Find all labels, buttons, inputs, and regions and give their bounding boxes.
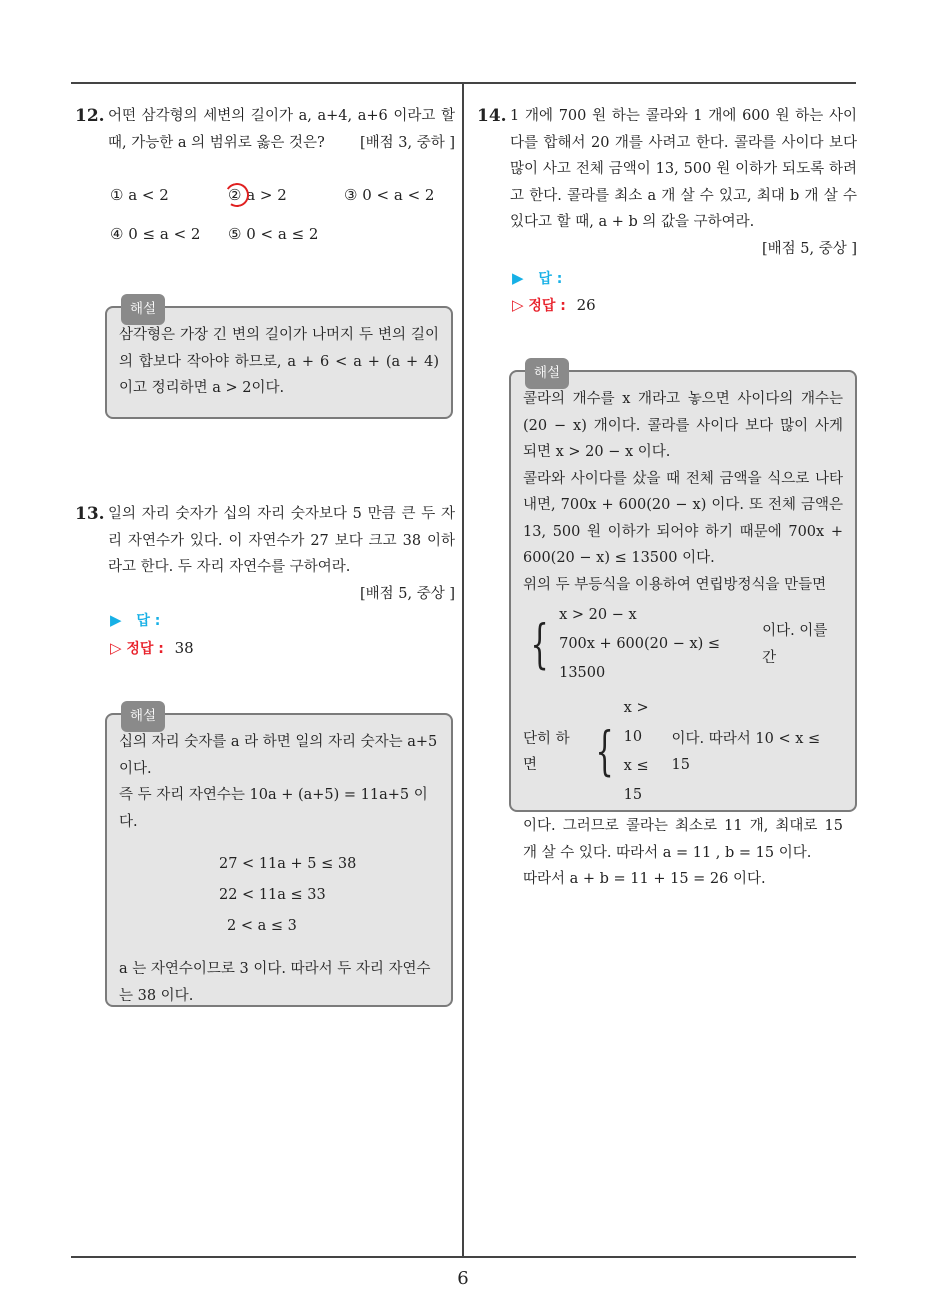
choice-2[interactable] — [228, 186, 287, 204]
solution-paragraph: 따라서 a + b = 11 + 15 = 26 이다. — [523, 871, 766, 887]
solution-line: 즉 두 자리 자연수는 10a + (a+5) = 11a+5 이다. — [119, 787, 428, 830]
correct-label: 정답 : — [126, 641, 164, 657]
correct-answer-line — [110, 638, 194, 658]
solution-paragraph: 위의 두 부등식을 이용하여 연립방정식을 만들면 — [523, 576, 827, 593]
question-meta: [배점 5, 중상 ] — [359, 585, 455, 602]
question-text: 어떤 삼각형의 세변의 길이가 a, a+4, a+6 이라고 할 때, 가능한 a 의 범위로 옳은 것은? — [108, 108, 455, 151]
correct-value: 38 — [174, 639, 194, 657]
question-meta: [배점 3, 중하 ] — [359, 134, 455, 151]
choice-3[interactable]: ③ 0 < a < 2 — [344, 186, 435, 204]
choice-5[interactable]: ⑤ 0 < a ≤ 2 — [228, 225, 319, 243]
solution-line: a 는 자연수이므로 3 이다. 따라서 두 자리 자연수는 38 이다. — [119, 961, 431, 1004]
choice-1[interactable]: ① a < 2 — [110, 186, 169, 204]
equation-line: 22 < 11a ≤ 33 — [219, 887, 326, 903]
solution-paragraph: 콜라와 사이다를 샀을 때 전체 금액을 식으로 나타내면, 700x + 600(20 − x) 이다. 또 전체 금액은 13, 500 원 이하가 되어야 하기 때문에 700x + 600(20 − x) ≤ 13500 이다. — [523, 470, 843, 566]
system-trailing-text: 이다. 이를 간 — [762, 623, 828, 666]
system-row: x > 20 − x — [559, 607, 637, 623]
correct-label: 정답 : — [528, 298, 566, 314]
solution-text: 삼각형은 가장 긴 변의 길이가 나머지 두 변의 길이의 합보다 작아야 하므로, a + 6 < a + (a + 4) 이고 정리하면 a > 2이다. — [119, 327, 439, 396]
system-row: x ≤ 15 — [623, 758, 649, 803]
question-14 — [477, 103, 857, 262]
equation-line: 2 < a ≤ 3 — [227, 918, 297, 934]
top-rule — [71, 82, 856, 84]
question-number: 13. — [75, 504, 105, 524]
choice-4[interactable]: ④ 0 ≤ a < 2 — [110, 225, 201, 243]
choice-list — [110, 186, 455, 246]
play-arrow-icon: ▶ — [110, 611, 122, 629]
equation-block — [219, 849, 439, 942]
page-number: 6 — [457, 1268, 469, 1289]
outline-arrow-icon: ▷ — [110, 639, 122, 657]
outline-arrow-icon: ▷ — [512, 296, 524, 314]
solution-box-13 — [105, 708, 453, 1007]
question-12 — [75, 103, 455, 156]
equation-line: 27 < 11a + 5 ≤ 38 — [219, 856, 357, 872]
answer-line — [110, 610, 160, 630]
system-row: 700x + 600(20 − x) ≤ 13500 — [559, 636, 721, 681]
question-13 — [75, 501, 455, 607]
solution-paragraph: 콜라의 개수를 x 개라고 놓으면 사이다의 개수는 (20 − x) 개이다. 콜라를 사이다 보다 많이 사게 되면 x > 20 − x 이다. — [523, 391, 843, 460]
answer-line — [512, 268, 562, 288]
question-number: 14. — [477, 106, 507, 126]
system-leading-text: 단히 하면 — [523, 730, 570, 773]
solution-tag: 해설 — [525, 358, 569, 389]
play-arrow-icon: ▶ — [512, 269, 524, 287]
system-line-1 — [523, 598, 843, 691]
column-divider — [462, 82, 464, 1257]
brace-icon: { — [595, 722, 614, 782]
question-meta: [배점 5, 중상 ] — [761, 240, 857, 257]
system-line-2 — [523, 691, 843, 813]
answer-label: 답 : — [538, 271, 563, 287]
solution-tag: 해설 — [121, 701, 165, 732]
system-row: x > 10 — [623, 700, 649, 745]
choice-2-label: ② a > 2 — [228, 186, 287, 204]
system-trailing-text: 이다. 따라서 10 < x ≤ 15 — [671, 730, 821, 773]
solution-paragraph: 이다. 그러므로 콜라는 최소로 11 개, 최대로 15 개 살 수 있다. 따라서 a = 11 , b = 15 이다. — [523, 818, 843, 861]
solution-box-12 — [105, 301, 453, 419]
solution-line: 십의 자리 숫자를 a 라 하면 일의 자리 숫자는 a+5 이다. — [119, 734, 438, 777]
correct-value: 26 — [576, 296, 596, 314]
inequality-system — [523, 601, 762, 688]
bottom-rule — [71, 1256, 856, 1258]
correct-answer-line — [512, 295, 596, 315]
solution-box-14 — [509, 365, 857, 887]
inequality-system — [588, 694, 672, 810]
question-text: 일의 자리 숫자가 십의 자리 숫자보다 5 만큼 큰 두 자리 자연수가 있다. 이 자연수가 27 보다 크고 38 이하라고 한다. 두 자리 자연수를 구하여라. — [108, 506, 455, 575]
answer-label: 답 : — [136, 613, 161, 629]
brace-icon: { — [530, 614, 549, 675]
question-text: 1 개에 700 원 하는 콜라와 1 개에 600 원 하는 사이다를 합해서 20 개를 사려고 한다. 콜라를 사이다 보다 많이 사고 전체 금액이 13, 500 원 이하가 되도록 하려고 한다. 콜라를 최소 a 개 살 수 있고, 최대 b 개 살 수 있다고 할 때, a + b 의 값을 구하여라. — [510, 108, 857, 230]
solution-tag: 해설 — [121, 294, 165, 325]
question-number: 12. — [75, 106, 105, 126]
